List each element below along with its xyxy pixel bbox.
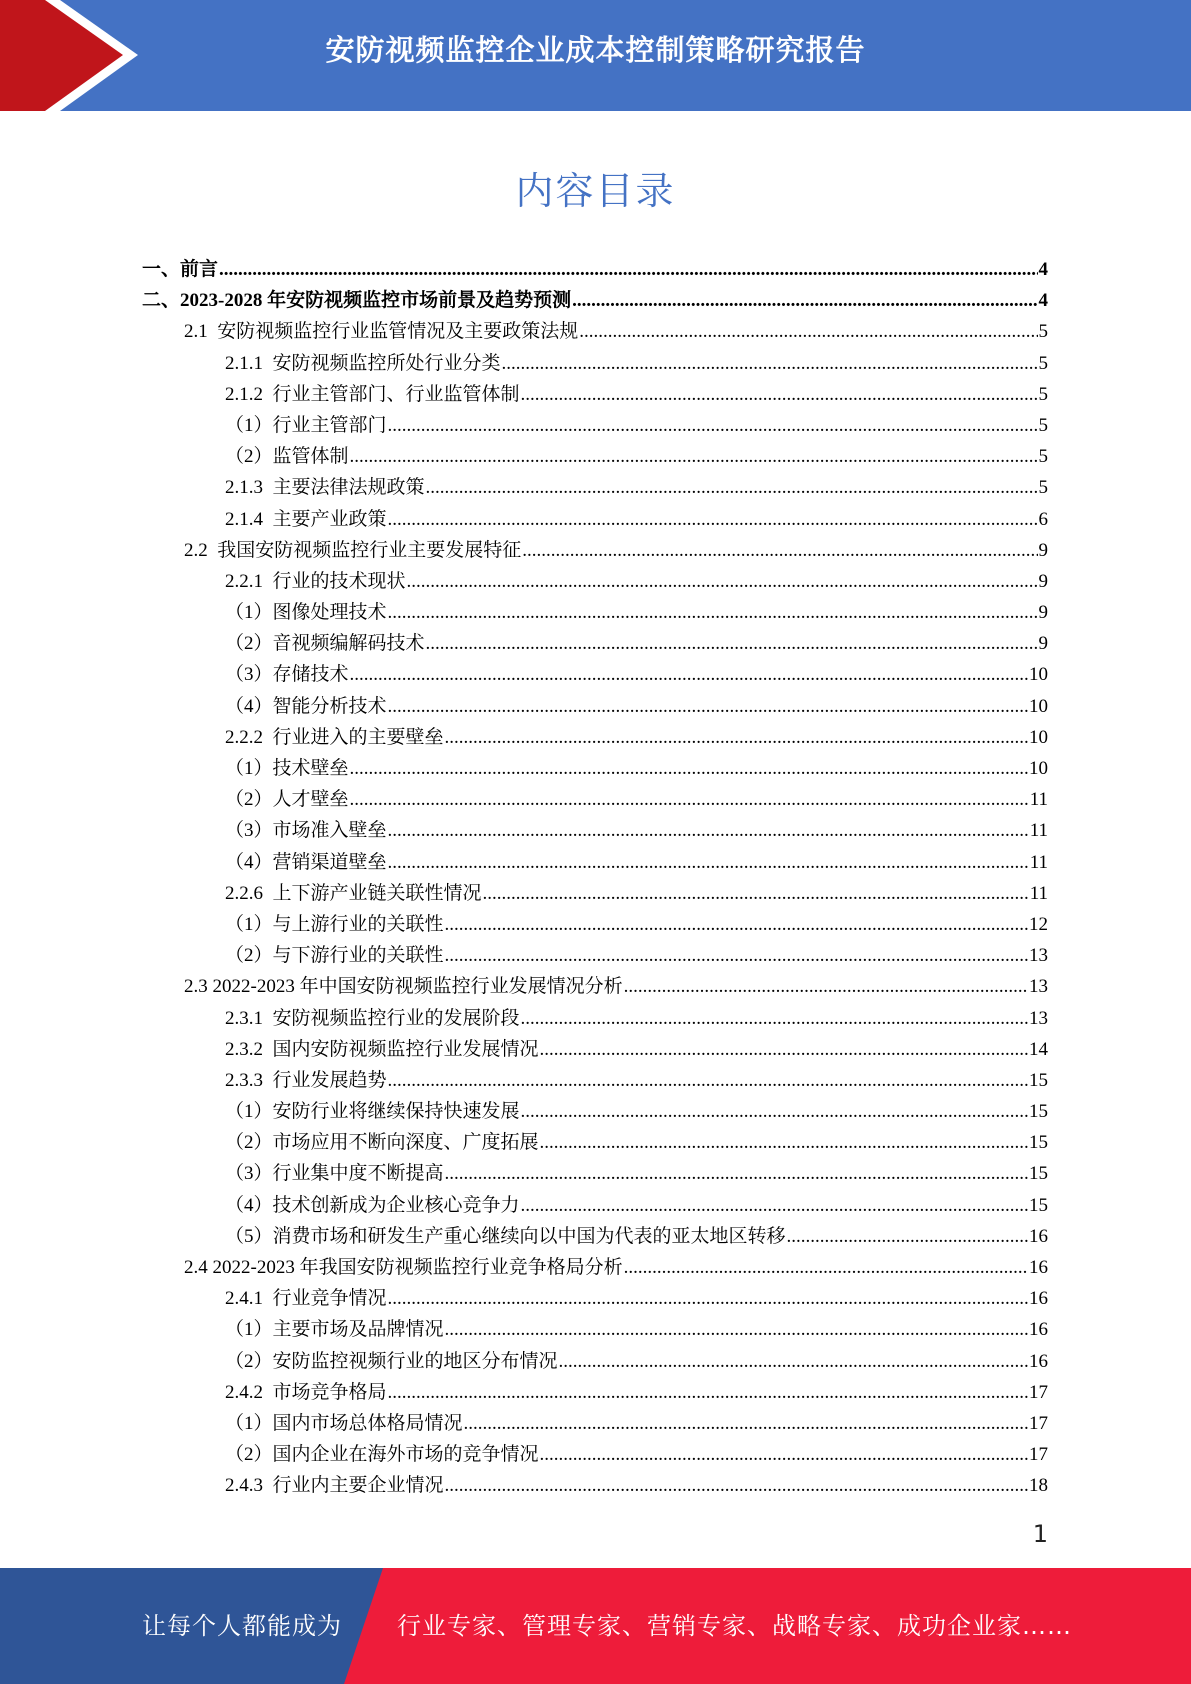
toc-entry[interactable]	[0, 566, 1191, 597]
toc-entry[interactable]	[0, 909, 1191, 940]
toc-entry[interactable]	[0, 1408, 1191, 1439]
toc-leader-dots	[407, 566, 1038, 597]
toc-leader-dots	[426, 472, 1038, 503]
toc-leader-dots	[388, 410, 1038, 441]
toc-entry-label: 2.4.3 行业内主要企业情况	[225, 1475, 444, 1497]
toc-entry-label: 2.2 我国安防视频监控行业主要发展特征	[184, 539, 522, 561]
toc-entry-page: 9	[1038, 570, 1048, 592]
toc-entry-page: 16	[1029, 1257, 1048, 1278]
toc-entry-label: （1）行业主管部门	[225, 414, 387, 436]
toc-entry-label: （2）人才壁垒	[225, 789, 349, 811]
toc-entry-page: 11	[1029, 820, 1048, 842]
toc-entry-page: 11	[1029, 882, 1048, 904]
toc-entry-label: （3）市场准入壁垒	[225, 820, 387, 842]
toc-entry-page: 15	[1029, 1132, 1048, 1154]
toc-leader-dots	[388, 815, 1029, 846]
toc-leader-dots	[572, 285, 1037, 316]
toc-entry[interactable]	[0, 815, 1191, 846]
toc-leader-dots	[521, 379, 1038, 410]
toc-entry-page: 5	[1038, 352, 1048, 374]
toc-entry-label: （2）市场应用不断向深度、广度拓展	[225, 1132, 539, 1154]
toc-entry[interactable]	[0, 1096, 1191, 1127]
toc-entry-label: 2.2.2 行业进入的主要壁垒	[225, 726, 444, 748]
toc-entry-label: （1）国内市场总体格局情况	[225, 1412, 463, 1434]
toc-entry[interactable]	[0, 1003, 1191, 1034]
toc-entry[interactable]	[0, 316, 1191, 347]
toc-entry-page: 4	[1038, 259, 1048, 280]
toc-entry-page: 17	[1029, 1412, 1048, 1434]
toc-entry[interactable]	[0, 1127, 1191, 1158]
toc-entry-label: 2.3 2022-2023 年中国安防视频监控行业发展情况分析	[184, 976, 623, 998]
toc-entry-page: 10	[1029, 758, 1048, 779]
toc-leader-dots	[219, 254, 1037, 285]
toc-entry-label: 2.4 2022-2023 年我国安防视频监控行业竞争格局分析	[184, 1257, 623, 1278]
toc-entry-label: 2.3.2 国内安防视频监控行业发展情况	[225, 1038, 539, 1060]
toc-entry-page: 5	[1038, 414, 1048, 436]
toc-entry-label: （1）安防行业将继续保持快速发展	[225, 1101, 520, 1123]
toc-entry-label: 2.1.1 安防视频监控所处行业分类	[225, 352, 501, 374]
toc-entry-page: 6	[1038, 508, 1048, 530]
toc-leader-dots	[624, 1252, 1028, 1283]
toc-leader-dots	[540, 1439, 1028, 1470]
page-number: 1	[1032, 1520, 1048, 1548]
toc-entry-page: 5	[1038, 321, 1048, 343]
toc-entry[interactable]	[0, 379, 1191, 410]
toc-entry[interactable]	[0, 1346, 1191, 1377]
toc-entry-page: 16	[1029, 1225, 1048, 1247]
toc-entry[interactable]	[0, 1283, 1191, 1314]
toc-entry-label: 2.2.1 行业的技术现状	[225, 570, 406, 592]
toc-entry-label: 二、2023-2028 年安防视频监控市场前景及趋势预测	[142, 290, 572, 312]
toc-entry[interactable]	[0, 535, 1191, 566]
toc-entry-label: （3）行业集中度不断提高	[225, 1163, 444, 1185]
toc-entry-page: 15	[1029, 1163, 1048, 1185]
toc-entry[interactable]	[0, 1314, 1191, 1345]
toc-entry-page: 5	[1038, 477, 1048, 499]
toc-entry-label: （1）与上游行业的关联性	[225, 913, 444, 935]
toc-entry-page: 11	[1029, 851, 1048, 873]
toc-leader-dots	[483, 878, 1029, 909]
toc-leader-dots	[624, 971, 1028, 1002]
toc-leader-dots	[350, 784, 1029, 815]
toc-leader-dots	[521, 1096, 1028, 1127]
toc-leader-dots	[445, 1314, 1028, 1345]
toc-entry-page: 13	[1029, 1007, 1048, 1029]
toc-entry-page: 18	[1029, 1475, 1048, 1497]
toc-leader-dots	[388, 504, 1038, 535]
toc-leader-dots	[388, 1065, 1028, 1096]
footer-slogan-right: 行业专家、管理专家、营销专家、战略专家、成功企业家……	[397, 1612, 1072, 1640]
toc-leader-dots	[559, 1346, 1028, 1377]
toc-leader-dots	[540, 1034, 1028, 1065]
toc-entry[interactable]	[0, 1252, 1191, 1283]
toc-entry[interactable]	[0, 1377, 1191, 1408]
toc-entry-label: （4）智能分析技术	[225, 695, 387, 717]
toc-leader-dots	[350, 441, 1038, 472]
toc-leader-dots	[445, 722, 1028, 753]
toc-entry-label: （2）监管体制	[225, 446, 349, 468]
toc-entry-label: （2）安防监控视频行业的地区分布情况	[225, 1350, 558, 1372]
toc-entry[interactable]	[0, 441, 1191, 472]
toc-leader-dots	[502, 348, 1038, 379]
toc-entry-label: （2）与下游行业的关联性	[225, 945, 444, 967]
toc-entry-page: 4	[1038, 290, 1048, 312]
toc-leader-dots	[350, 753, 1028, 784]
toc-entry-page: 5	[1038, 383, 1048, 405]
toc-entry-label: 2.1.3 主要法律法规政策	[225, 477, 425, 499]
toc-entry-label: 2.2.6 上下游产业链关联性情况	[225, 882, 482, 904]
toc-entry-page: 10	[1029, 664, 1048, 686]
toc-entry-page: 15	[1029, 1069, 1048, 1091]
toc-entry-page: 17	[1029, 1444, 1048, 1466]
toc-leader-dots	[445, 1470, 1028, 1501]
toc-leader-dots	[540, 1127, 1028, 1158]
toc-leader-dots	[388, 691, 1028, 722]
toc-entry-page: 15	[1029, 1101, 1048, 1123]
toc-entry[interactable]	[0, 753, 1191, 784]
toc-entry-label: 2.1.2 行业主管部门、行业监管体制	[225, 383, 520, 405]
toc-entry-label: 2.1 安防视频监控行业监管情况及主要政策法规	[184, 321, 579, 343]
toc-entry-page: 5	[1038, 446, 1048, 468]
toc-entry[interactable]	[0, 722, 1191, 753]
toc-entry[interactable]	[0, 285, 1191, 316]
toc-leader-dots	[388, 847, 1029, 878]
toc-entry-page: 10	[1029, 695, 1048, 717]
toc-leader-dots	[521, 1003, 1028, 1034]
toc-title: 内容目录	[515, 169, 676, 213]
footer-banner	[0, 1568, 1191, 1684]
toc-entry-label: 一、前言	[142, 259, 219, 280]
toc-leader-dots	[787, 1221, 1028, 1252]
toc-entry-label: 2.4.2 市场竞争格局	[225, 1381, 387, 1403]
header-title: 安防视频监控企业成本控制策略研究报告	[325, 33, 866, 67]
toc-entry-label: 2.3.3 行业发展趋势	[225, 1069, 387, 1091]
toc-entry[interactable]	[0, 410, 1191, 441]
toc-entry-label: （2）国内企业在海外市场的竞争情况	[225, 1444, 539, 1466]
toc-entry[interactable]	[0, 348, 1191, 379]
toc-leader-dots	[445, 940, 1028, 971]
toc-entry[interactable]	[0, 504, 1191, 535]
toc-entry-label: （1）主要市场及品牌情况	[225, 1319, 444, 1341]
toc-entry-page: 14	[1029, 1038, 1048, 1060]
toc-entry-label: 2.1.4 主要产业政策	[225, 508, 387, 530]
toc-entry-label: （4）技术创新成为企业核心竞争力	[225, 1194, 520, 1216]
toc-entry-page: 13	[1029, 945, 1048, 967]
toc-entry[interactable]	[0, 691, 1191, 722]
toc-leader-dots	[426, 628, 1038, 659]
toc-entry-label: （2）音视频编解码技术	[225, 633, 425, 655]
toc-entry-page: 17	[1029, 1381, 1048, 1403]
toc-leader-dots	[388, 597, 1038, 628]
toc-entry[interactable]	[0, 1065, 1191, 1096]
toc-leader-dots	[464, 1408, 1028, 1439]
toc-entry[interactable]	[0, 1221, 1191, 1252]
toc-entry-page: 16	[1029, 1350, 1048, 1372]
toc-leader-dots	[445, 909, 1028, 940]
toc-entry[interactable]	[0, 784, 1191, 815]
toc-entry-label: （3）存储技术	[225, 664, 349, 686]
toc-entry[interactable]	[0, 659, 1191, 690]
toc-entry-label: 2.3.1 安防视频监控行业的发展阶段	[225, 1007, 520, 1029]
toc-entry[interactable]	[0, 971, 1191, 1002]
toc-entry[interactable]	[0, 1158, 1191, 1189]
toc-entry[interactable]	[0, 472, 1191, 503]
footer-slogan-left: 让每个人都能成为	[142, 1612, 342, 1640]
toc-entry-label: （1）技术壁垒	[225, 758, 349, 779]
toc-leader-dots	[388, 1377, 1028, 1408]
toc-entry-label: （4）营销渠道壁垒	[225, 851, 387, 873]
toc-leader-dots	[445, 1158, 1028, 1189]
toc-entry-page: 9	[1038, 633, 1048, 655]
toc-entry-page: 15	[1029, 1194, 1048, 1216]
toc-entry[interactable]	[0, 1439, 1191, 1470]
toc-entry-page: 11	[1029, 789, 1048, 811]
toc-leader-dots	[522, 535, 1037, 566]
toc-entry-label: （1）图像处理技术	[225, 602, 387, 624]
toc-entry[interactable]	[0, 1034, 1191, 1065]
toc-entry-page: 16	[1029, 1319, 1048, 1341]
toc-entry-page: 9	[1038, 539, 1048, 561]
toc-leader-dots	[388, 1283, 1028, 1314]
header-banner	[0, 0, 1191, 111]
toc-leader-dots	[579, 316, 1037, 347]
toc-entry[interactable]	[0, 628, 1191, 659]
toc-entry-page: 16	[1029, 1288, 1048, 1310]
toc-entry[interactable]	[0, 597, 1191, 628]
toc-entry[interactable]	[0, 254, 1191, 285]
toc-entry[interactable]	[0, 940, 1191, 971]
toc-leader-dots	[350, 659, 1028, 690]
toc-entry-page: 10	[1029, 726, 1048, 748]
toc-entry[interactable]	[0, 1190, 1191, 1221]
toc-entry-page: 9	[1038, 602, 1048, 624]
toc-entry[interactable]	[0, 878, 1191, 909]
toc-entry-label: 2.4.1 行业竞争情况	[225, 1288, 387, 1310]
toc-leader-dots	[521, 1190, 1028, 1221]
toc-entry[interactable]	[0, 1470, 1191, 1501]
toc-entry[interactable]	[0, 847, 1191, 878]
toc-entry-page: 13	[1029, 976, 1048, 998]
table-of-contents	[0, 254, 1191, 1502]
toc-entry-label: （5）消费市场和研发生产重心继续向以中国为代表的亚太地区转移	[225, 1225, 786, 1247]
toc-entry-page: 12	[1029, 913, 1048, 935]
